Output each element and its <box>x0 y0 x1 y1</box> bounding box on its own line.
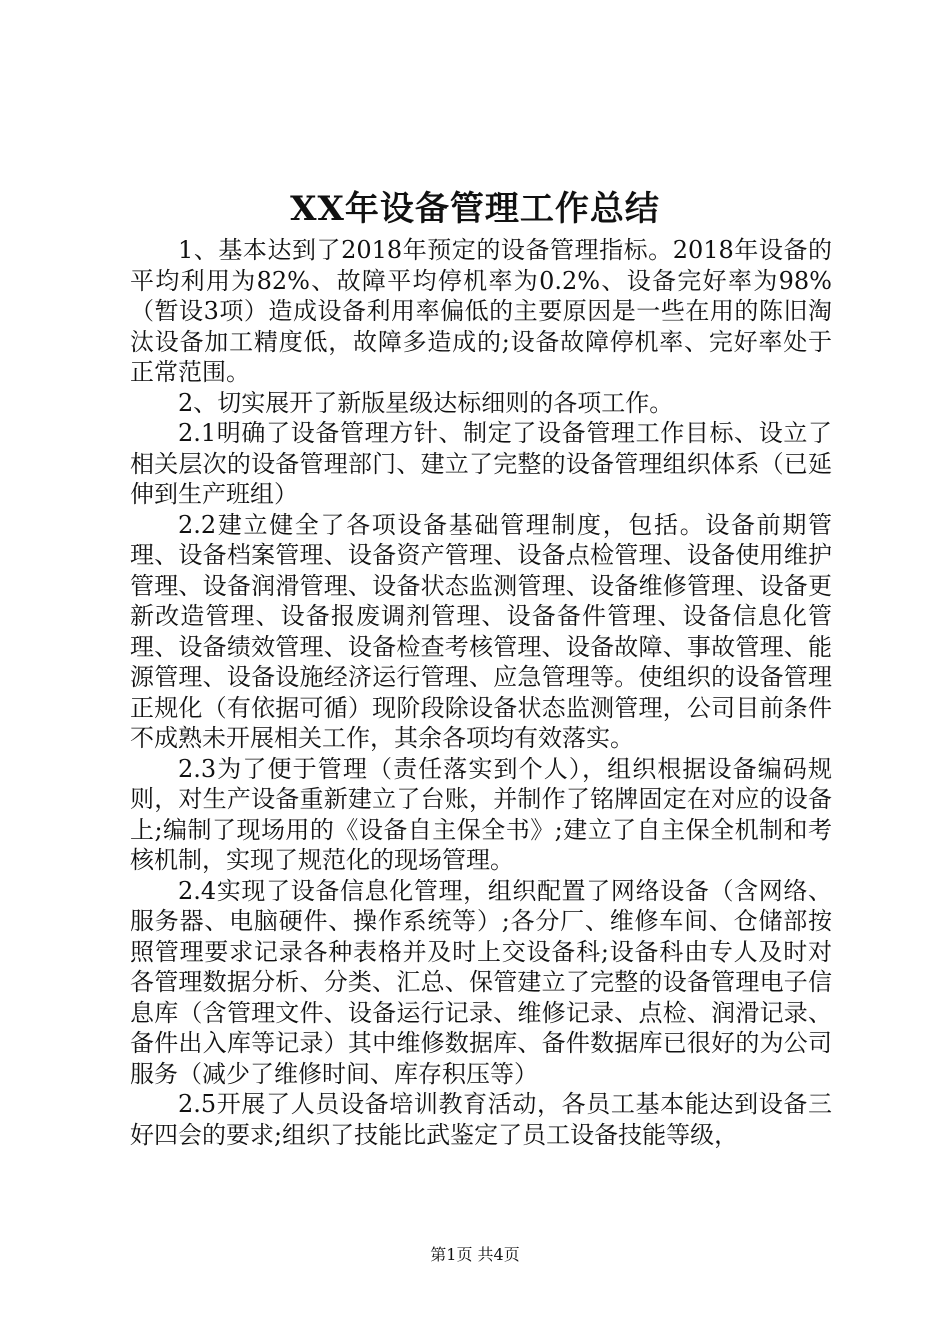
paragraph-2: 2、切实展开了新版星级达标细则的各项工作。 <box>178 388 674 417</box>
page-number-footer: 第1页 共4页 <box>430 1245 520 1264</box>
paragraph-1: 1、基本达到了2018年预定的设备管理指标。2018年设备的平均利用为82%、故障平均停机率为0.2%、设备完好率为98%（暂设3项）造成设备利用率偏低的主要原因是一些在用的陈旧淘汰设备加工精度低，故障多造成的;设备故障停机率、完好率处于正常范围。 <box>130 236 832 386</box>
paragraph-2-5: 2.5开展了人员设备培训教育活动，各员工基本能达到设备三好四会的要求;组织了技能比武鉴定了员工设备技能等级， <box>130 1090 832 1149</box>
document-title: XX年设备管理工作总结 <box>290 189 660 229</box>
document-body <box>130 235 832 1150</box>
paragraph-2-3: 2.3为了便于管理（责任落实到个人），组织根据设备编码规则，对生产设备重新建立了台账，并制作了铭牌固定在对应的设备上;编制了现场用的《设备自主保全书》;建立了自主保全机制和考核机制，实现了规范化的现场管理。 <box>130 754 832 874</box>
paragraph-2-2: 2.2建立健全了各项设备基础管理制度，包括。设备前期管理、设备档案管理、设备资产管理、设备点检管理、设备使用维护管理、设备润滑管理、设备状态监测管理、设备维修管理、设备更新改造管理、设备报废调剂管理、设备备件管理、设备信息化管理、设备绩效管理、设备检查考核管理、设备故障、事故管理、能源管理、设备设施经济运行管理、应急管理等。使组织的设备管理正规化（有依据可循）现阶段除设备状态监测管理，公司目前条件不成熟未开展相关工作，其余各项均有效落实。 <box>130 510 832 752</box>
paragraph-2-1: 2.1明确了设备管理方针、制定了设备管理工作目标、设立了相关层次的设备管理部门、建立了完整的设备管理组织体系（已延伸到生产班组） <box>130 419 832 508</box>
paragraph-2-4: 2.4实现了设备信息化管理，组织配置了网络设备（含网络、服务器、电脑硬件、操作系统等）;各分厂、维修车间、仓储部按照管理要求记录各种表格并及时上交设备科;设备科由专人及时对各管理数据分析、分类、汇总、保管建立了完整的设备管理电子信息库（含管理文件、设备运行记录、维修记录、点检、润滑记录、备件出入库等记录）其中维修数据库、备件数据库已很好的为公司服务（减少了维修时间、库存积压等） <box>130 876 832 1088</box>
